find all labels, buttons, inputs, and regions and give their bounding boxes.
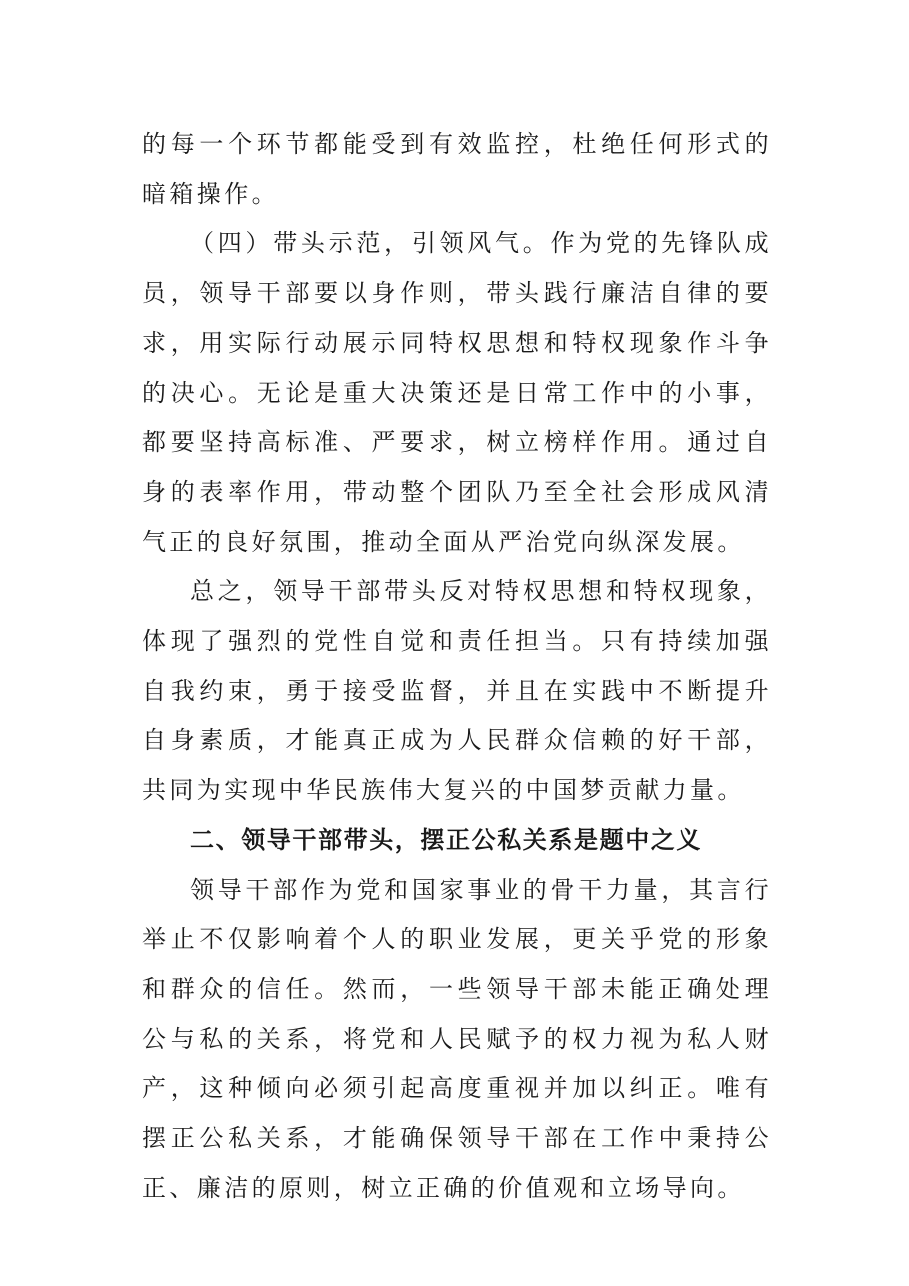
paragraph-continuation: 的每一个环节都能受到有效监控，杜绝任何形式的暗箱操作。: [142, 130, 772, 208]
paragraph-lead-by-example: （四）带头示范，引领风气。作为党的先锋队成员，领导干部要以身作则，带头践行廉洁自律的要求，用实际行动展示同特权思想和特权现象作斗争的决心。无论是重大决策还是日常工作中的小事，都要坚持高标准、严要求，树立榜样作用。通过自身的表率作用，带动整个团队乃至全社会形成风清气正的良好氛围，推动全面从严治党向纵深发展。: [142, 229, 772, 556]
paragraph-public-private: 领导干部作为党和国家事业的骨干力量，其言行举止不仅影响着个人的职业发展，更关乎党的形象和群众的信任。然而，一些领导干部未能正确处理公与私的关系，将党和人民赋予的权力视为私人财产，这种倾向必须引起高度重视并加以纠正。唯有摆正公私关系，才能确保领导干部在工作中秉持公正、廉洁的原则，树立正确的价值观和立场导向。: [142, 875, 772, 1202]
paragraph-summary: 总之，领导干部带头反对特权思想和特权现象，体现了强烈的党性自觉和责任担当。只有持续加强自我约束，勇于接受监督，并且在实践中不断提升自身素质，才能真正成为人民群众信赖的好干部，共同为实现中华民族伟大复兴的中国梦贡献力量。: [142, 577, 772, 805]
document-body: [142, 120, 772, 1213]
section-heading: 二、领导干部带头，摆正公私关系是题中之义: [190, 825, 702, 854]
